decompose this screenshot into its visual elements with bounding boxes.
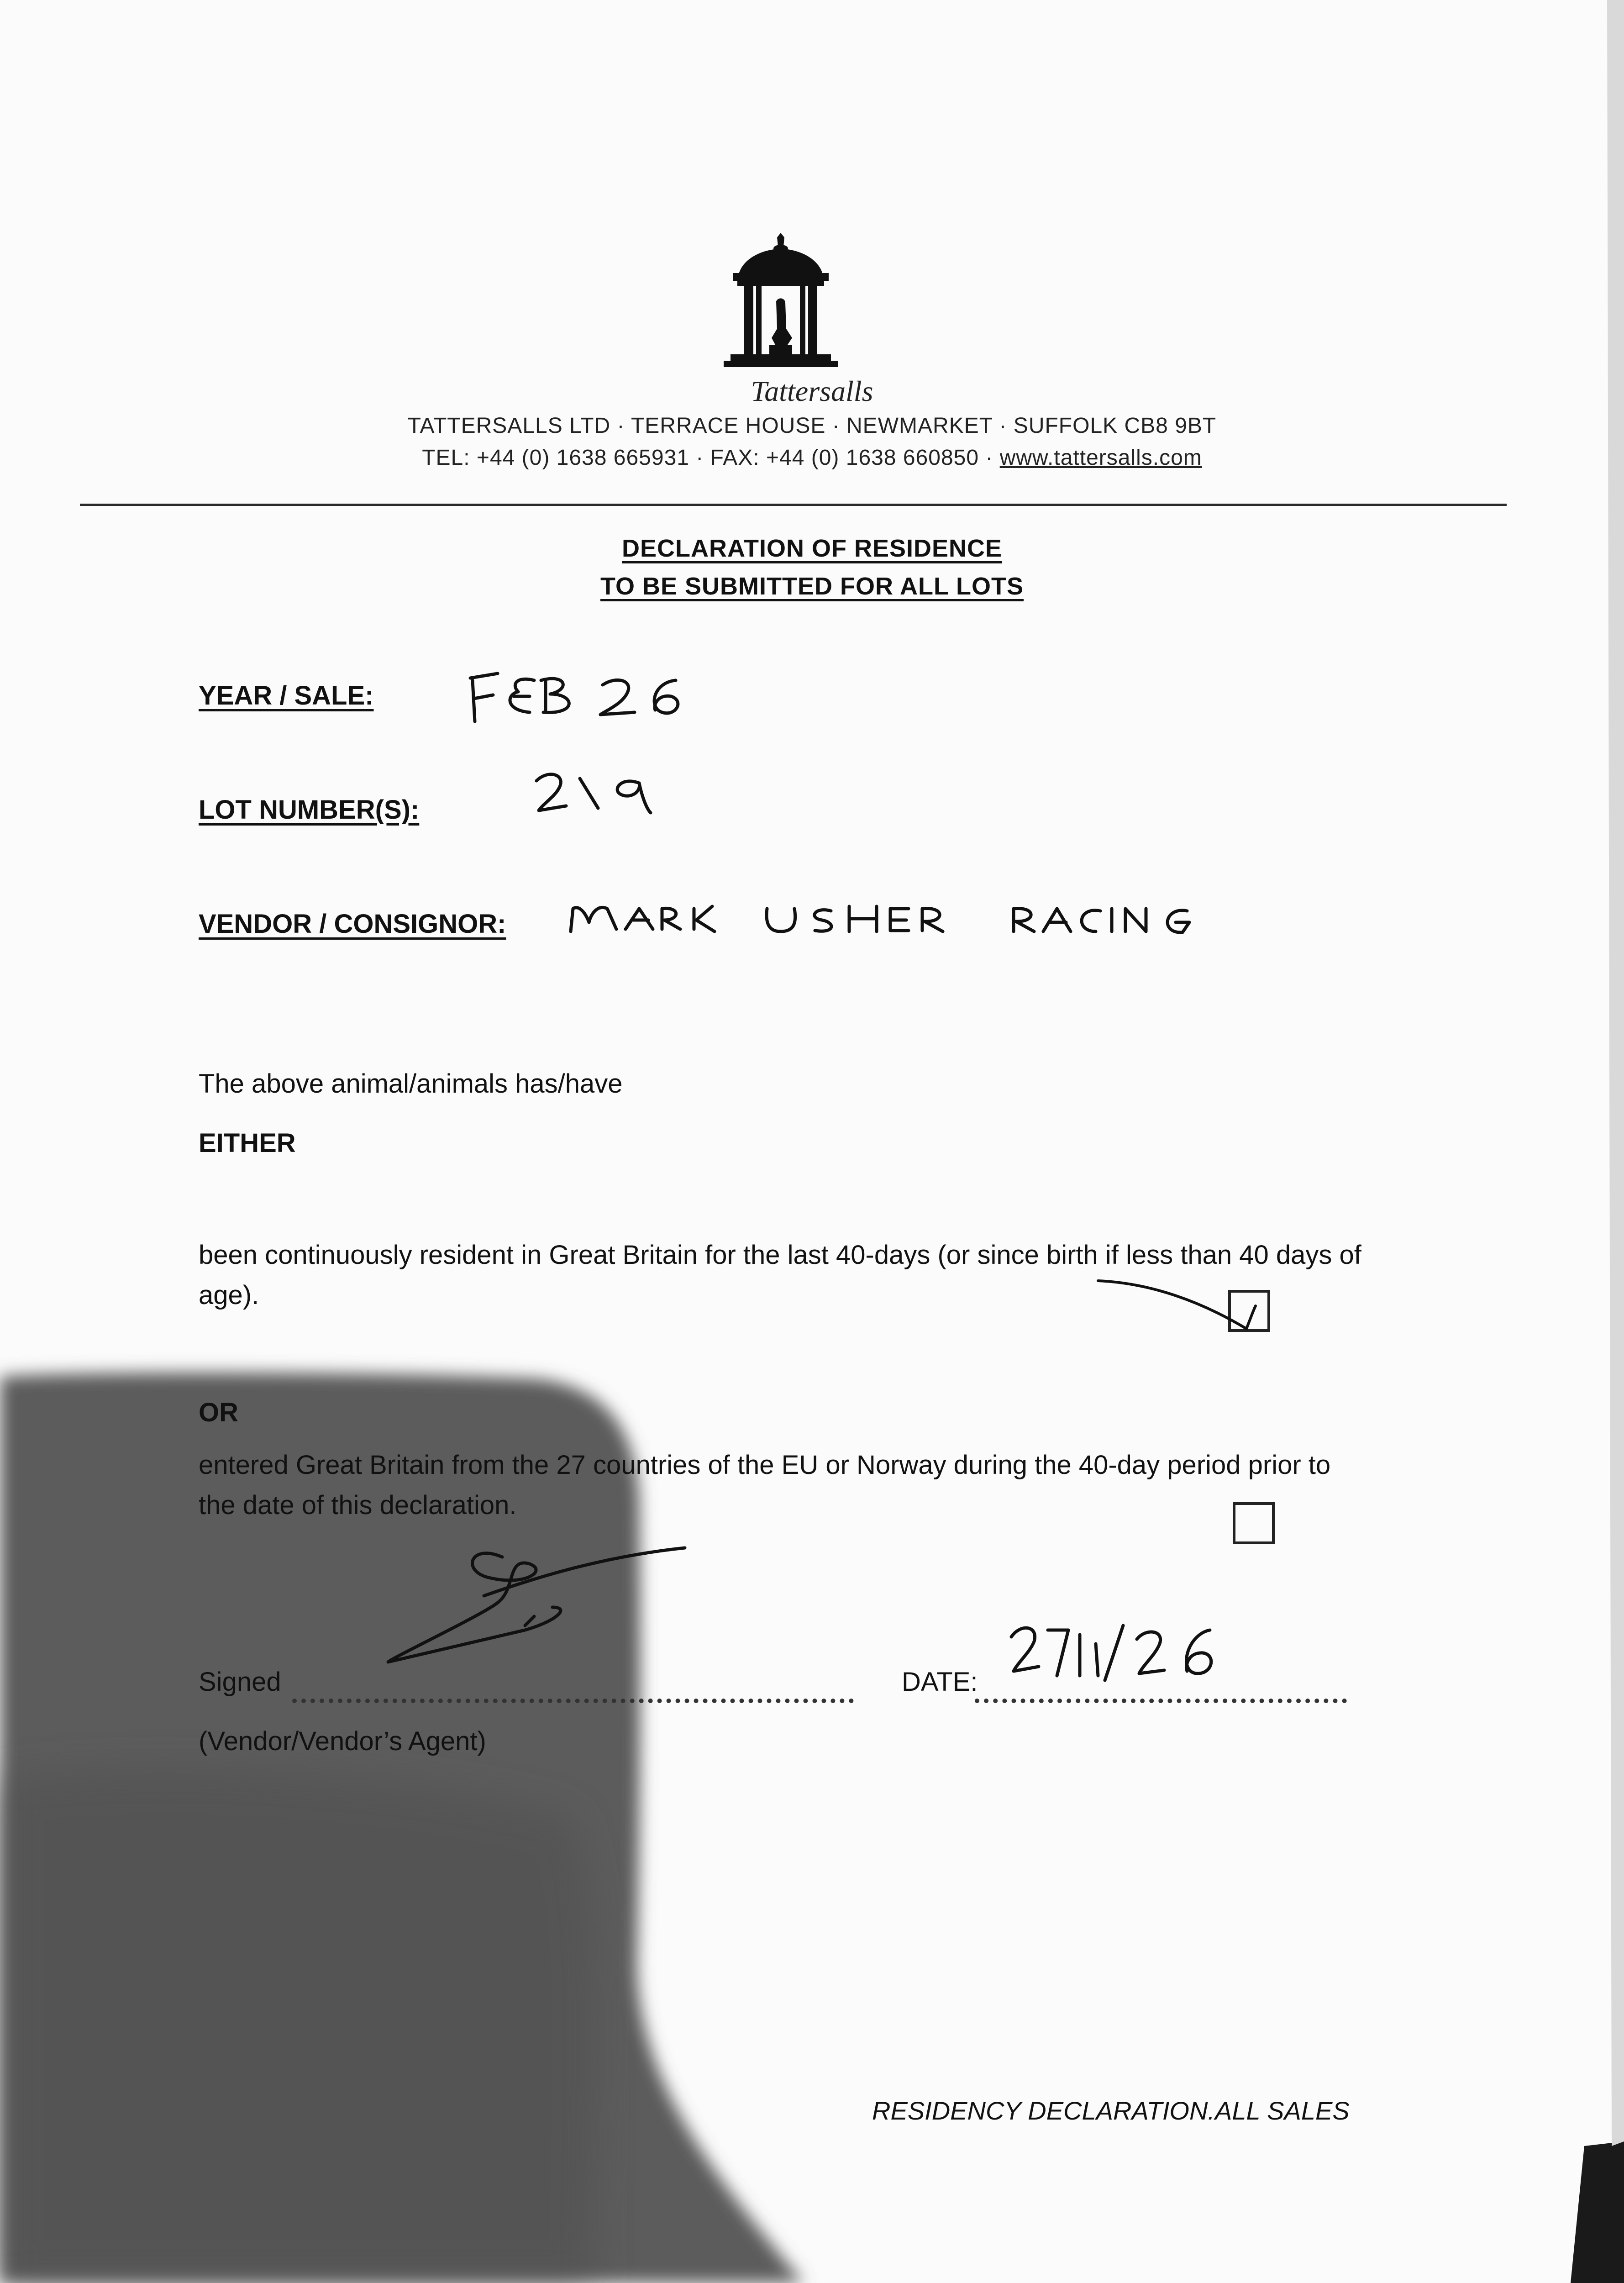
- header-divider: [80, 504, 1507, 506]
- option2-text: entered Great Britain from the 27 countries of the EU or Norway during the 40-day period prior to the date of this declaration.: [199, 1450, 1331, 1520]
- option1-text: been continuously resident in Great Britain for the last 40-days (or since birth if less than 40 days of age).: [199, 1240, 1361, 1310]
- form-title: DECLARATION OF RESIDENCE: [621, 535, 1003, 562]
- brand-name: Tattersalls: [751, 375, 873, 407]
- lot-number-handwritten[interactable]: [530, 767, 667, 822]
- address-line: TATTERSALLS LTD · TERRACE HOUSE · NEWMARKET · SUFFOLK CB8 9BT: [407, 414, 1217, 438]
- either-heading: EITHER: [199, 1128, 296, 1158]
- intro-text: The above animal/animals has/have: [199, 1069, 623, 1099]
- contact-line: [0, 445, 1624, 470]
- lot-number-label: LOT NUMBER(S):: [199, 795, 420, 825]
- vendor-agent-label: (Vendor/Vendor’s Agent): [199, 1726, 486, 1756]
- website-link[interactable]: www.tattersalls.com: [999, 446, 1202, 470]
- form-subtitle: TO BE SUBMITTED FOR ALL LOTS: [600, 573, 1024, 600]
- vendor-signature: [379, 1539, 699, 1671]
- footer-text: RESIDENCY DECLARATION.ALL SALES: [872, 2096, 1350, 2125]
- tattersalls-logo-icon: [712, 233, 849, 374]
- option2-checkbox[interactable]: [1233, 1502, 1275, 1544]
- year-sale-handwritten[interactable]: [461, 667, 717, 731]
- vendor-consignor-label: VENDOR / CONSIGNOR:: [199, 909, 506, 939]
- date-label: DATE:: [902, 1667, 978, 1697]
- signature-line[interactable]: [292, 1667, 854, 1703]
- or-heading: OR: [199, 1398, 238, 1427]
- year-sale-label: YEAR / SALE:: [199, 681, 374, 710]
- vendor-consignor-handwritten[interactable]: [566, 895, 1260, 945]
- option1-tick-mark: [1096, 1274, 1288, 1338]
- date-handwritten[interactable]: [1004, 1616, 1224, 1685]
- signed-label: Signed: [199, 1667, 281, 1697]
- contact-text: TEL: +44 (0) 1638 665931 · FAX: +44 (0) 1638 660850 ·: [422, 446, 1000, 470]
